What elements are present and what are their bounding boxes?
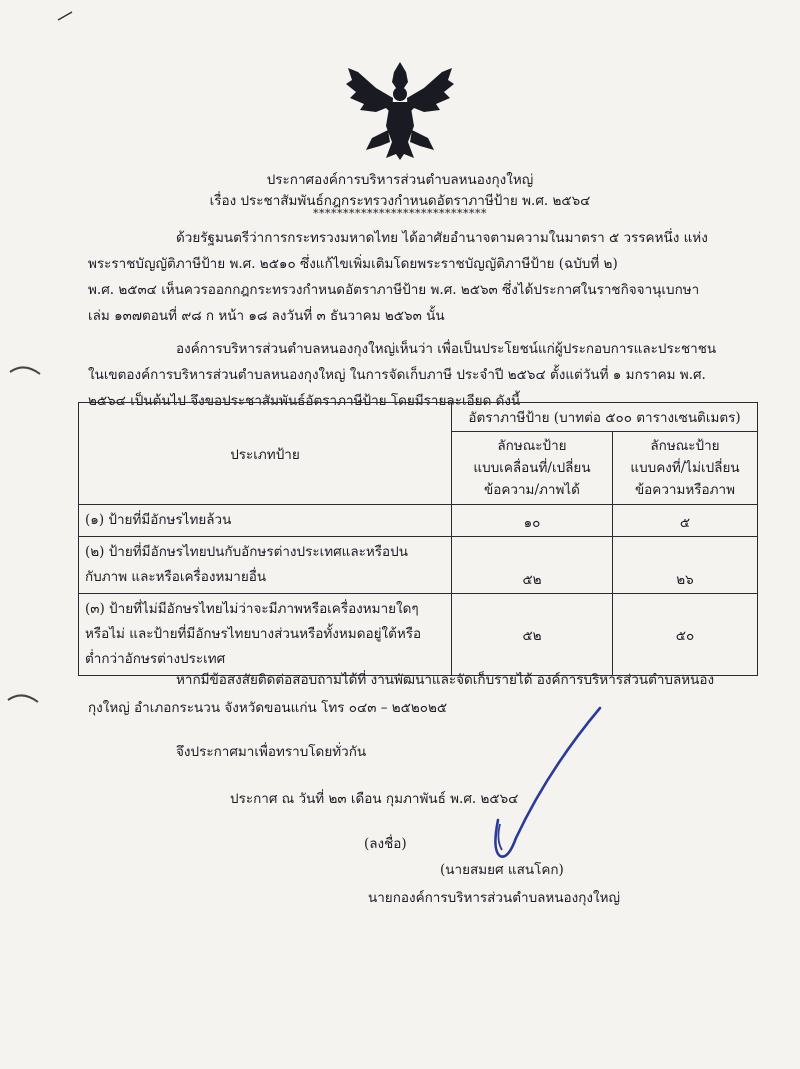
- announcement-date: ประกาศ ณ วันที่ ๒๓ เดือน กุมภาพันธ์ พ.ศ. ๒๕๖๔: [230, 791, 519, 807]
- sign-type-cell: [79, 505, 452, 537]
- header-line: ลักษณะป้าย: [497, 438, 567, 454]
- column-header-movable: [452, 432, 613, 505]
- garuda-emblem-icon: [336, 58, 464, 162]
- header-line: แบบคงที่/ไม่เปลี่ยน: [630, 460, 740, 476]
- signer-position: นายกองค์การบริหารส่วนตำบลหนองกุงใหญ่: [368, 890, 621, 906]
- column-header-fixed: [613, 432, 758, 505]
- header-line: ข้อความ/ภาพได้: [484, 482, 580, 498]
- paragraph-line: ด้วยรัฐมนตรีว่าการกระทรวงมหาดไทย ได้อาศัยอำนาจตามความในมาตรา ๕ วรรคหนึ่ง แห่ง: [176, 230, 708, 246]
- header-line: ลักษณะป้าย: [650, 438, 720, 454]
- paragraph-line: พระราชบัญญัติภาษีป้าย พ.ศ. ๒๕๑๐ ซึ่งแก้ไขเพิ่มเติมโดยพระราชบัญญัติภาษีป้าย (ฉบับที่ ๒): [88, 256, 618, 272]
- column-header-rate: อัตราภาษีป้าย (บาทต่อ ๕๐๐ ตารางเซนติเมตร): [452, 403, 758, 432]
- sign-label: (ลงชื่อ): [364, 836, 407, 852]
- paragraph-line: เล่ม ๑๓๗ตอนที่ ๙๘ ก หน้า ๑๘ ลงวันที่ ๓ ธันวาคม ๒๕๖๓ นั้น: [88, 308, 445, 324]
- sign-type-line: ต่ำกว่าอักษรต่างประเทศ: [85, 651, 226, 667]
- sign-type-line: (๓) ป้ายที่ไม่มีอักษรไทยไม่ว่าจะมีภาพหรือเครื่องหมายใดๆ: [85, 601, 419, 617]
- rate-fixed-cell: ๕: [613, 505, 758, 537]
- header-line: แบบเคลื่อนที่/เปลี่ยน: [473, 460, 591, 476]
- rate-movable-cell: ๑๐: [452, 505, 613, 537]
- contact-line: หากมีข้อสงสัยติดต่อสอบถามได้ที่ งานพัฒนาและจัดเก็บรายได้ องค์การบริหารส่วนตำบลหนอง: [176, 672, 715, 688]
- contact-line: กุงใหญ่ อำเภอกระนวน จังหวัดขอนแก่น โทร ๐๔๓ – ๒๕๒๐๒๕: [88, 700, 448, 716]
- rate-movable-cell: ๕๒: [452, 537, 613, 594]
- announcement-title: ประกาศองค์การบริหารส่วนตำบลหนองกุงใหญ่: [266, 172, 534, 188]
- header-line: ข้อความหรือภาพ: [634, 482, 736, 498]
- paragraph-intro: [88, 225, 770, 329]
- announcement-subject: เรื่อง ประชาสัมพันธ์กฎกระทรวงกำหนดอัตราภาษีป้าย พ.ศ. ๒๕๖๔: [209, 193, 591, 209]
- closing-statement: จึงประกาศมาเพื่อทราบโดยทั่วกัน: [176, 744, 367, 760]
- sign-type-line: หรือไม่ และป้ายที่มีอักษรไทยบางส่วนหรือทั้งหมดอยู่ใต้หรือ: [85, 626, 422, 642]
- sign-type-line: (๒) ป้ายที่มีอักษรไทยปนกับอักษรต่างประเทศและหรือปน: [85, 544, 408, 560]
- table-row: [79, 505, 758, 537]
- contact-info: [88, 666, 778, 722]
- paragraph-line: ในเขตองค์การบริหารส่วนตำบลหนองกุงใหญ่ ในการจัดเก็บภาษี ประจำปี ๒๕๖๔ ตั้งแต่วันที่ ๑ มกราคม พ.ศ.: [88, 367, 706, 383]
- rate-movable-cell: ๕๒: [452, 594, 613, 676]
- table-row: [79, 594, 758, 676]
- sign-type-line: (๑) ป้ายที่มีอักษรไทยล้วน: [85, 512, 232, 528]
- sign-type-line: กับภาพ และหรือเครื่องหมายอื่น: [85, 569, 267, 585]
- handwritten-signature: [478, 700, 608, 860]
- tax-rate-table: [78, 402, 758, 676]
- signer-name: (นายสมยศ แสนโคก): [440, 862, 564, 878]
- sign-type-cell: [79, 537, 452, 594]
- column-header-type: ประเภทป้าย: [79, 403, 452, 505]
- table-row: [79, 537, 758, 594]
- rate-fixed-cell: ๒๖: [613, 537, 758, 594]
- paragraph-line: องค์การบริหารส่วนตำบลหนองกุงใหญ่เห็นว่า เพื่อเป็นประโยชน์แก่ผู้ประกอบการและประชาชน: [176, 341, 717, 357]
- rate-fixed-cell: ๕๐: [613, 594, 758, 676]
- paragraph-line: พ.ศ. ๒๕๓๔ เห็นควรออกกฎกระทรวงกำหนดอัตราภาษีป้าย พ.ศ. ๒๕๖๓ ซึ่งได้ประกาศในราชกิจจานุเบกษา: [88, 282, 700, 298]
- paragraph-line: ๒๕๖๔ เป็นต้นไป จึงขอประชาสัมพันธ์อัตราภาษีป้าย โดยมีรายละเอียด ดังนี้: [88, 393, 521, 409]
- separator-line: *****************************: [313, 207, 487, 220]
- sign-type-cell: [79, 594, 452, 676]
